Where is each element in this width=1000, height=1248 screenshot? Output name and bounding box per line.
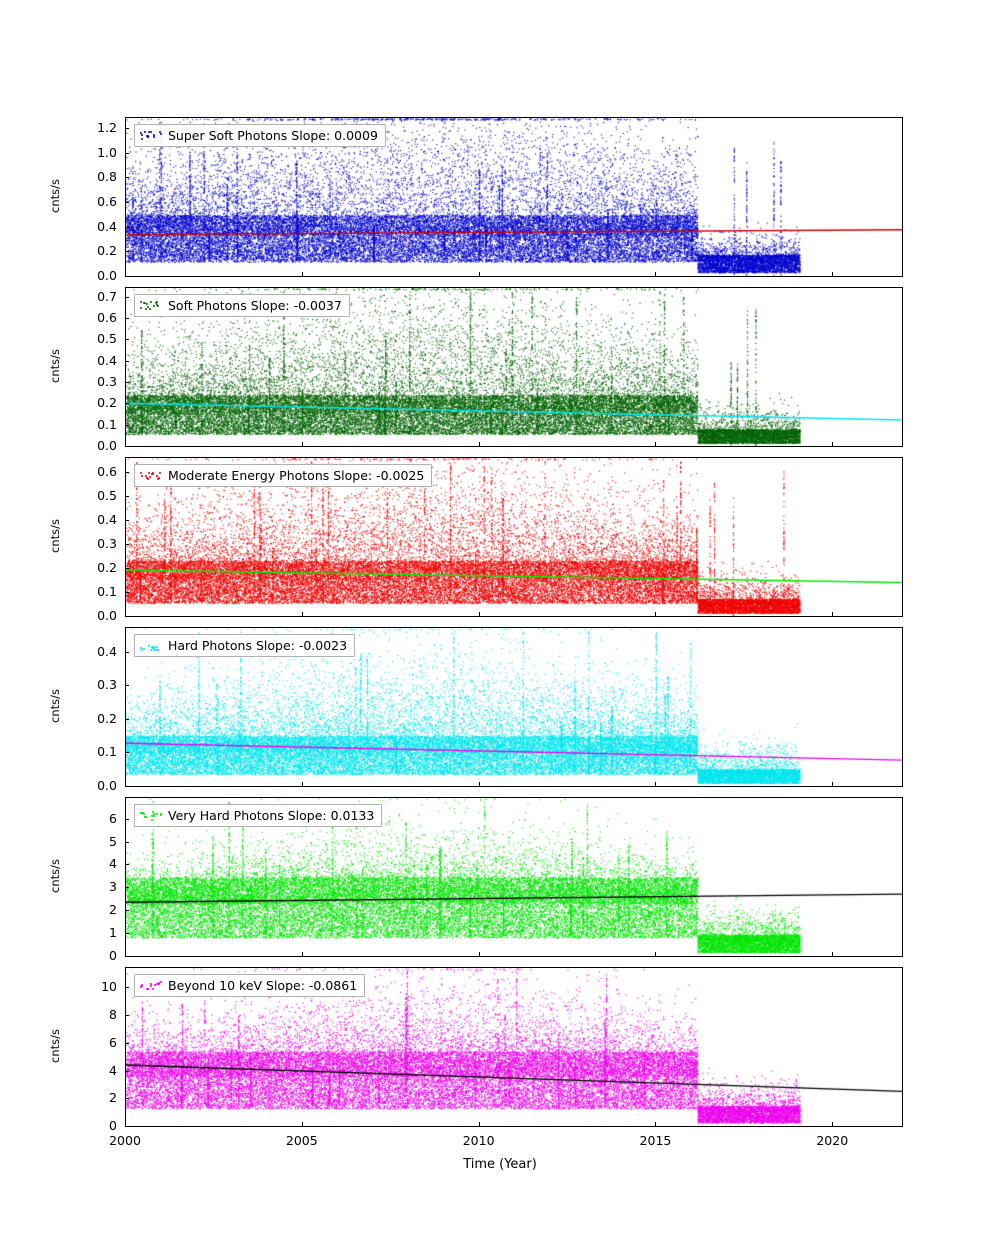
x-tick-mark	[125, 442, 126, 446]
y-tick-mark	[125, 520, 129, 521]
y-tick-mark	[125, 719, 129, 720]
y-tick-label: 0.6	[97, 309, 117, 325]
y-tick-mark	[125, 933, 129, 934]
y-tick-mark	[125, 297, 129, 298]
y-tick-mark	[125, 361, 129, 362]
y-tick-mark	[125, 128, 129, 129]
x-tick-mark	[302, 782, 303, 786]
y-tick-mark	[125, 956, 129, 957]
x-tick-mark	[832, 612, 833, 616]
panel-very-hard-photons	[125, 797, 903, 957]
x-tick-mark	[832, 952, 833, 956]
y-tick-mark	[125, 276, 129, 277]
y-tick-label: 0.2	[97, 243, 117, 259]
legend-label-hard-photons: Hard Photons Slope: -0.0023	[168, 638, 348, 653]
y-tick-mark	[125, 425, 129, 426]
y-tick-mark	[125, 1043, 129, 1044]
y-tick-label: 0.0	[97, 778, 117, 793]
y-tick-label: 1.2	[97, 119, 117, 135]
y-tick-label: 0.2	[97, 395, 117, 411]
x-tick-mark	[125, 782, 126, 786]
y-tick-mark	[125, 842, 129, 843]
panel-super-soft-photons	[125, 117, 903, 277]
y-tick-label: 0.0	[97, 608, 117, 623]
y-tick-mark	[125, 910, 129, 911]
y-tick-label: 0.1	[97, 744, 117, 760]
y-tick-label: 0.5	[97, 331, 117, 347]
x-tick-mark	[302, 272, 303, 276]
legend-marker-icon	[140, 471, 162, 481]
x-tick-mark	[655, 442, 656, 446]
y-tick-label: 0.3	[97, 536, 117, 552]
legend-label-super-soft-photons: Super Soft Photons Slope: 0.0009	[168, 128, 378, 143]
y-tick-label: 0.0	[97, 268, 117, 283]
panel-beyond-10-kev	[125, 967, 903, 1127]
y-tick-label: 0.2	[97, 710, 117, 726]
y-axis-label: cnts/s	[48, 689, 62, 723]
y-tick-mark	[125, 403, 129, 404]
y-tick-label: 1.0	[97, 144, 117, 160]
y-tick-mark	[125, 318, 129, 319]
x-tick-mark	[125, 612, 126, 616]
x-tick-mark	[479, 272, 480, 276]
y-tick-mark	[125, 1015, 129, 1016]
y-tick-mark	[125, 472, 129, 473]
x-tick-mark	[655, 612, 656, 616]
y-tick-label: 2	[109, 902, 117, 918]
legend-marker-icon	[140, 131, 162, 141]
y-tick-label: 6	[109, 1034, 117, 1050]
x-tick-mark	[832, 782, 833, 786]
legend-soft-photons	[134, 294, 350, 317]
y-axis-label: cnts/s	[48, 179, 62, 213]
y-tick-mark	[125, 616, 129, 617]
legend-marker-icon	[140, 301, 162, 311]
y-tick-label: 0.3	[97, 677, 117, 693]
y-tick-mark	[125, 987, 129, 988]
legend-marker-icon	[140, 981, 162, 991]
y-tick-label: 0.4	[97, 352, 117, 368]
y-tick-mark	[125, 544, 129, 545]
legend-label-moderate-energy-photons: Moderate Energy Photons Slope: -0.0025	[168, 468, 425, 483]
y-tick-label: 5	[109, 833, 117, 849]
x-tick-mark	[832, 272, 833, 276]
panel-moderate-energy-photons	[125, 457, 903, 617]
x-tick-mark	[832, 442, 833, 446]
x-tick-label: 2000	[109, 1133, 141, 1148]
y-tick-mark	[125, 251, 129, 252]
y-tick-label: 2	[109, 1090, 117, 1106]
y-tick-mark	[125, 864, 129, 865]
y-tick-label: 4	[109, 856, 117, 872]
y-tick-label: 4	[109, 1062, 117, 1078]
y-axis-label: cnts/s	[48, 349, 62, 383]
panel-soft-photons	[125, 287, 903, 447]
x-tick-mark	[479, 952, 480, 956]
y-tick-mark	[125, 819, 129, 820]
x-tick-mark	[302, 612, 303, 616]
x-tick-mark	[479, 782, 480, 786]
y-tick-label: 8	[109, 1007, 117, 1023]
x-tick-mark	[655, 1122, 656, 1126]
legend-label-beyond-10-kev: Beyond 10 keV Slope: -0.0861	[168, 978, 358, 993]
y-tick-mark	[125, 382, 129, 383]
x-tick-mark	[832, 1122, 833, 1126]
y-tick-label: 0.4	[97, 643, 117, 659]
x-tick-mark	[302, 1122, 303, 1126]
legend-very-hard-photons	[134, 804, 382, 827]
y-tick-label: 10	[101, 979, 117, 995]
x-tick-mark	[655, 782, 656, 786]
y-tick-mark	[125, 592, 129, 593]
x-tick-label: 2020	[816, 1133, 849, 1148]
legend-moderate-energy-photons	[134, 464, 432, 487]
y-tick-label: 0.3	[97, 373, 117, 389]
y-tick-mark	[125, 227, 129, 228]
y-tick-mark	[125, 1098, 129, 1099]
x-tick-mark	[125, 1122, 126, 1126]
y-tick-label: 0.4	[97, 218, 117, 234]
x-tick-mark	[655, 272, 656, 276]
y-tick-label: 0.2	[97, 560, 117, 576]
x-tick-mark	[655, 952, 656, 956]
y-tick-label: 0.0	[97, 438, 117, 453]
legend-label-soft-photons: Soft Photons Slope: -0.0037	[168, 298, 342, 313]
y-axis-label: cnts/s	[48, 859, 62, 893]
x-tick-mark	[302, 952, 303, 956]
x-tick-label: 2005	[285, 1133, 318, 1148]
y-tick-mark	[125, 339, 129, 340]
y-tick-mark	[125, 446, 129, 447]
panel-hard-photons	[125, 627, 903, 787]
x-tick-label: 2010	[462, 1133, 495, 1148]
y-tick-label: 0.4	[97, 512, 117, 528]
legend-label-very-hard-photons: Very Hard Photons Slope: 0.0133	[168, 808, 375, 823]
y-tick-mark	[125, 202, 129, 203]
x-tick-mark	[302, 442, 303, 446]
legend-beyond-10-kev	[134, 974, 365, 997]
y-axis-label: cnts/s	[48, 1029, 62, 1063]
y-tick-label: 0.8	[97, 169, 117, 185]
legend-marker-icon	[140, 641, 162, 651]
legend-hard-photons	[134, 634, 355, 657]
y-tick-label: 0.5	[97, 488, 117, 504]
x-tick-mark	[125, 952, 126, 956]
y-tick-mark	[125, 786, 129, 787]
legend-super-soft-photons	[134, 124, 386, 147]
y-tick-mark	[125, 177, 129, 178]
y-tick-label: 0	[109, 1118, 117, 1133]
y-tick-label: 0.6	[97, 464, 117, 480]
x-tick-mark	[479, 442, 480, 446]
y-tick-label: 0.1	[97, 416, 117, 432]
y-tick-mark	[125, 887, 129, 888]
y-tick-label: 0.1	[97, 584, 117, 600]
y-tick-label: 0.6	[97, 193, 117, 209]
x-tick-mark	[125, 272, 126, 276]
y-tick-label: 0.7	[97, 288, 117, 304]
x-tick-mark	[479, 1122, 480, 1126]
y-tick-mark	[125, 1126, 129, 1127]
y-tick-mark	[125, 685, 129, 686]
y-tick-mark	[125, 1071, 129, 1072]
y-tick-mark	[125, 496, 129, 497]
y-tick-label: 0	[109, 948, 117, 963]
x-axis-label: Time (Year)	[463, 1157, 537, 1172]
y-tick-label: 1	[109, 925, 117, 941]
y-tick-label: 6	[109, 810, 117, 826]
y-tick-mark	[125, 153, 129, 154]
y-axis-label: cnts/s	[48, 519, 62, 553]
y-tick-mark	[125, 568, 129, 569]
x-tick-mark	[479, 612, 480, 616]
y-tick-mark	[125, 652, 129, 653]
y-tick-mark	[125, 752, 129, 753]
y-tick-label: 3	[109, 879, 117, 895]
legend-marker-icon	[140, 811, 162, 821]
x-tick-label: 2015	[639, 1133, 672, 1148]
